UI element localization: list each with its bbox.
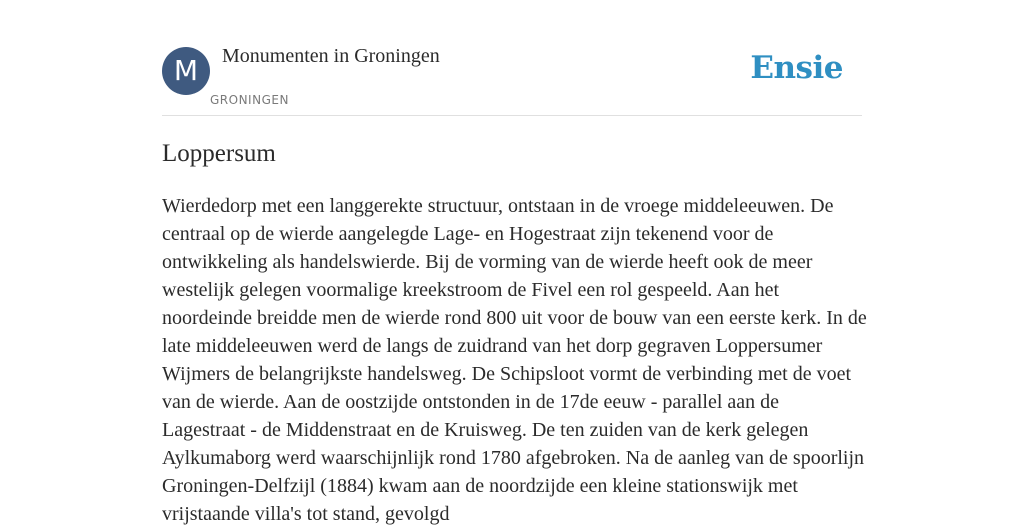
entry-title: Loppersum (162, 140, 276, 167)
category-label[interactable]: GRONINGEN (210, 93, 289, 107)
entry-body: Wierdedorp met een langgerekte structuur, ontstaan in de vroege middeleeuwen. De centraal op de wierde aangelegde Lage- en Hogestraat zijn tekenend voor de ontwikkeling als handelswierde. Bij de vorming van de wierde heeft ook de meer westelijk gelegen voormalige kreekstroom de Fivel een rol gespeeld. Aan het noordeinde breidde men de wierde rond 800 uit voor de bouw van een eerste kerk. In de late middeleeuwen werd de langs de zuidrand van het dorp gegraven Loppersumer Wijmers de belangrijkste handelsweg. De Schipsloot vormt de verbinding met de voet van de wierde. Aan de oostzijde ontstonden in de 17de eeuw - parallel aan de Lagestraat - de Middenstraat en de Kruisweg. De ten zuiden van de kerk gelegen Aylkumaborg werd waarschijnlijk rond 1780 afgebroken. Na de aanleg van de spoorlijn Groningen-Delfzijl (1884) kwam aan de noordzijde een kleine stationswijk met vrijstaande villa's tot stand, gevolgd (162, 195, 867, 525)
brand-logo[interactable]: Ensie (750, 50, 843, 86)
dictionary-title[interactable]: Monumenten in Groningen (222, 45, 440, 67)
header-divider (162, 115, 862, 116)
avatar[interactable]: M (162, 47, 210, 95)
